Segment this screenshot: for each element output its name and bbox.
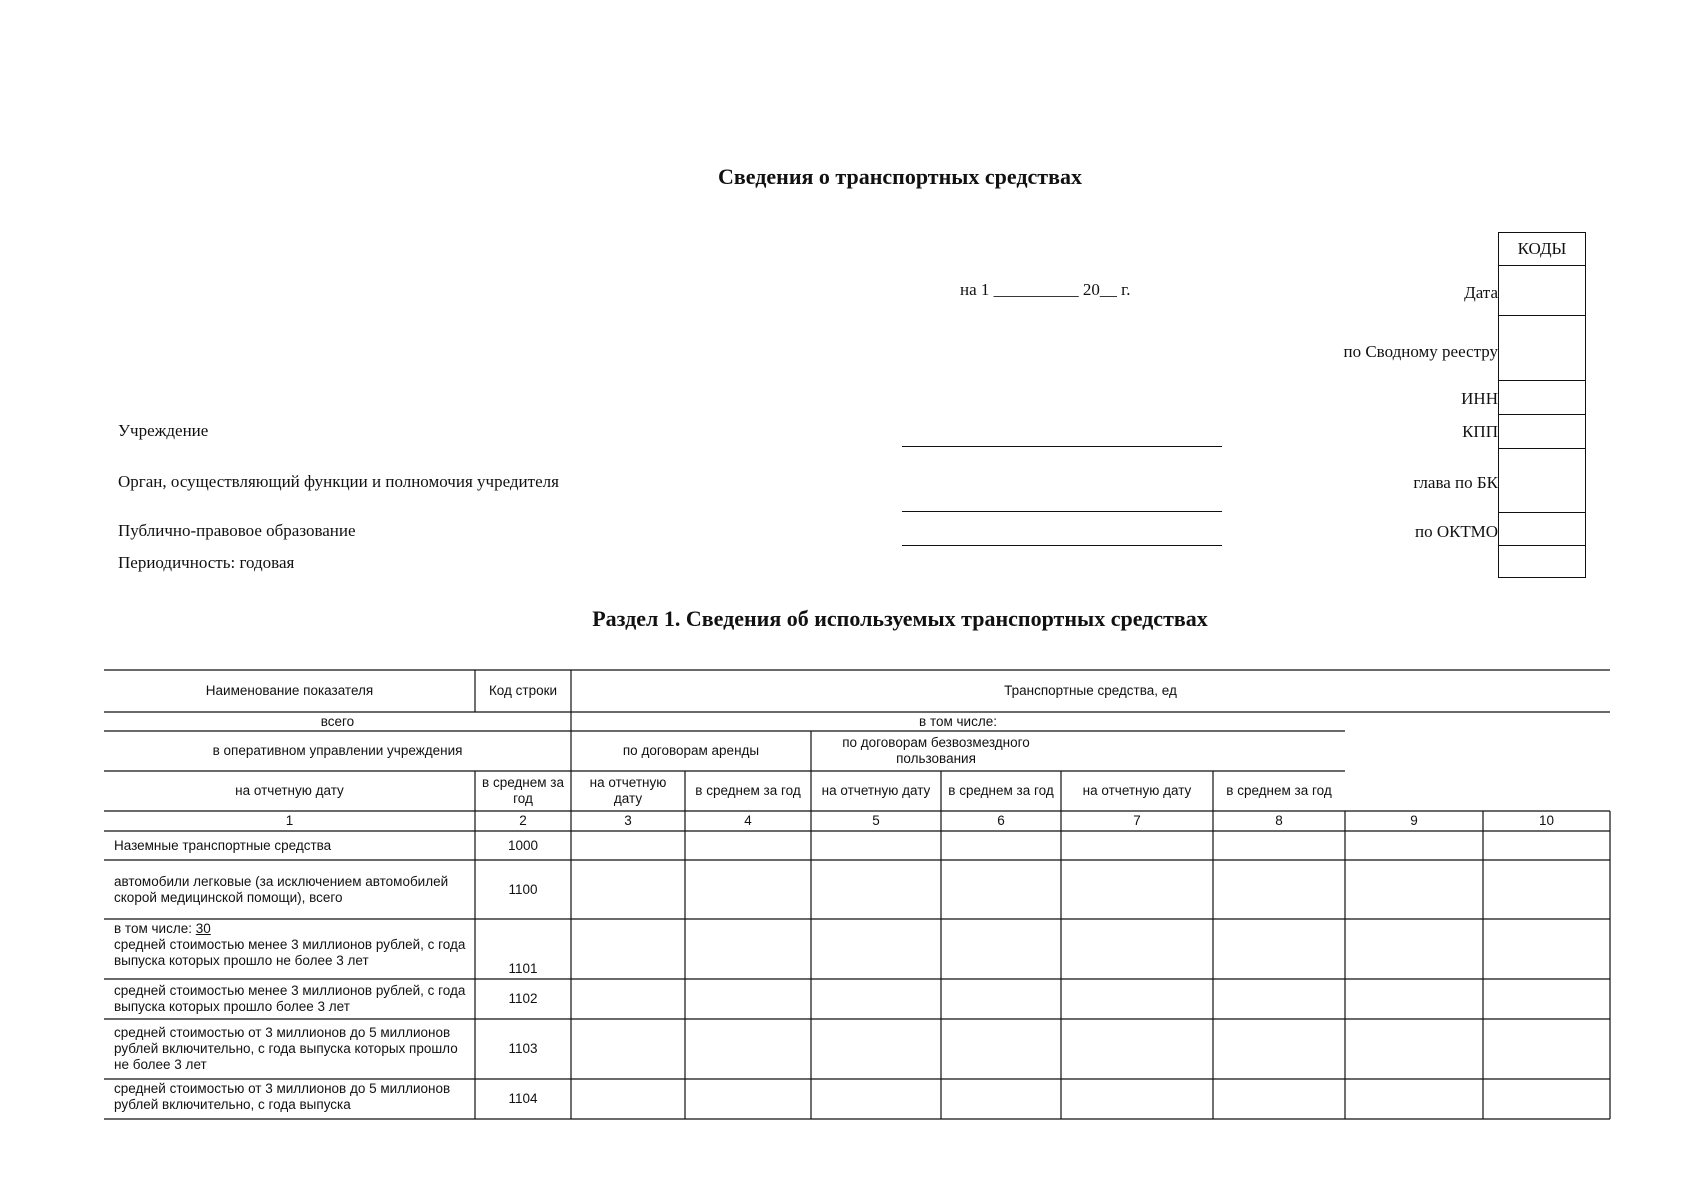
report-date-line: на 1 __________ 20__ г. (960, 280, 1131, 299)
codes-header: КОДЫ (1517, 239, 1567, 258)
code-label-chapter: глава по БК (1413, 473, 1498, 492)
head-indicator: Наименование показателя (205, 683, 374, 698)
row-name: средней стоимостью от 3 миллионов до 5 миллионов рублей включительно, с года выпуска (114, 1081, 451, 1112)
row-code: 1000 (507, 837, 539, 853)
row-code: 1103 (508, 1041, 538, 1056)
col-number: 1 (285, 813, 294, 828)
head-avg-year-3: в среднем за год (948, 783, 1054, 798)
section-title: Раздел 1. Сведения об используемых транспортных средствах (592, 606, 1208, 631)
row-name: средней стоимостью от 3 миллионов до 5 миллионов рублей включительно, с года выпуска которых прошло не более 3 лет (114, 1025, 458, 1072)
row-name-text: средней стоимостью менее 3 миллионов рублей, с года выпуска которых прошло не более 3 лет (114, 937, 466, 968)
row-code: 1101 (508, 961, 538, 976)
col-number: 6 (997, 813, 1005, 828)
row-name: автомобили легковые (за исключением автомобилей скорой медицинской помощи), всего (114, 873, 449, 905)
head-free-use: по договорам безвозмездного пользования (842, 735, 1030, 766)
head-code: Код строки (488, 683, 558, 698)
founder-label: Орган, осуществляющий функции и полномочия учредителя (118, 472, 559, 491)
head-avg-year-2: в среднем за год (695, 783, 801, 798)
code-label-oktmo: по ОКТМО (1414, 522, 1498, 541)
document-title: Сведения о транспортных средствах (718, 164, 1082, 189)
code-label-registry: по Сводному реестру (1343, 342, 1498, 361)
row-name: Наземные транспортные средства (114, 837, 332, 853)
including-label: в том числе: (114, 921, 192, 936)
col-number: 7 (1133, 813, 1141, 828)
head-avg-year-4: в среднем за год (1226, 783, 1332, 798)
col-number: 2 (519, 813, 527, 828)
institution-label: Учреждение (118, 421, 209, 440)
head-on-date-4: на отчетную дату (1082, 783, 1192, 798)
col-number: 4 (744, 813, 752, 828)
head-avg-year-1: в среднем за год (482, 775, 564, 806)
head-operational: в оперативном управлении учреждения (212, 743, 463, 758)
col-number: 8 (1275, 813, 1283, 828)
code-label-kpp: КПП (1462, 422, 1498, 441)
code-label-date: Дата (1464, 283, 1498, 302)
head-vehicles: Транспортные средства, ед (1004, 683, 1177, 698)
row-name (104, 919, 475, 979)
periodicity-label: Периодичность: годовая (118, 553, 295, 572)
col-number: 9 (1410, 813, 1418, 828)
col-number: 10 (1538, 813, 1555, 828)
head-on-date-1: на отчетную дату (235, 783, 344, 798)
row-code: 1100 (508, 881, 538, 897)
row-name: средней стоимостью менее 3 миллионов рублей, с года выпуска которых прошло более 3 лет (114, 983, 466, 1014)
row-code: 1102 (508, 991, 538, 1006)
row-code: 1104 (508, 1091, 538, 1106)
head-total: всего (320, 713, 355, 729)
code-label-inn: ИНН (1461, 389, 1498, 408)
head-on-date-3: на отчетную дату (821, 783, 931, 798)
footnote-mark: 30 (195, 921, 211, 936)
col-number: 5 (872, 813, 880, 828)
public-entity-label: Публично-правовое образование (118, 521, 356, 540)
col-number: 3 (624, 813, 632, 828)
head-on-date-2: на отчетную дату (589, 775, 667, 806)
head-including: в том числе: (919, 713, 997, 729)
head-lease: по договорам аренды (622, 743, 760, 758)
row-name-prefix (114, 921, 211, 937)
